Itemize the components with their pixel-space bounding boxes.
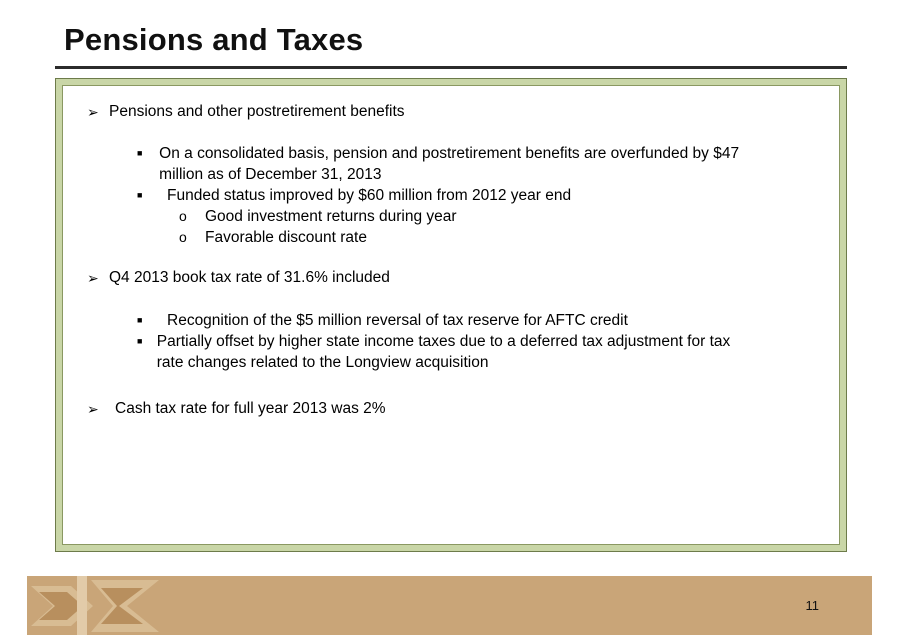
list-item <box>179 206 457 227</box>
arrow-bullet-icon: ➢ <box>87 104 99 120</box>
list-item <box>87 102 405 122</box>
list-item <box>87 399 386 419</box>
list-item <box>87 268 390 288</box>
square-bullet-icon: ■ <box>137 315 143 325</box>
square-bullet-icon: ■ <box>137 336 143 346</box>
section-heading: Cash tax rate for full year 2013 was 2% <box>115 400 386 417</box>
list-item <box>135 310 755 331</box>
arrow-bullet-icon: ➢ <box>87 270 99 286</box>
company-logo-icon <box>31 576 161 635</box>
circle-bullet-icon: o <box>179 229 187 245</box>
bullet-text: Funded status improved by $60 million from 2012 year end <box>167 187 572 204</box>
section-heading: Q4 2013 book tax rate of 31.6% included <box>109 269 390 286</box>
bullet-text: Recognition of the $5 million reversal of tax reserve for AFTC credit <box>167 312 628 329</box>
list-item <box>135 143 755 185</box>
bullet-text: Partially offset by higher state income taxes due to a deferred tax adjustment for tax rate changes related to the Longview acquisition <box>156 333 731 371</box>
arrow-bullet-icon: ➢ <box>87 401 99 417</box>
bullet-text: On a consolidated basis, pension and postretirement benefits are overfunded by $47 million as of December 31, 2013 <box>159 145 740 183</box>
square-bullet-icon: ■ <box>137 190 143 200</box>
list-item <box>179 227 367 248</box>
title-divider <box>55 66 847 69</box>
square-bullet-icon: ■ <box>137 148 143 158</box>
content-panel <box>62 85 840 545</box>
circle-bullet-icon: o <box>179 208 187 224</box>
page-number: 11 <box>805 598 819 613</box>
page-title: Pensions and Taxes <box>64 22 364 57</box>
section-heading: Pensions and other postretirement benefits <box>109 103 405 120</box>
content-frame <box>55 78 847 552</box>
bullet-text: Good investment returns during year <box>205 208 457 225</box>
list-item <box>135 185 755 206</box>
list-item <box>135 331 755 373</box>
bullet-list <box>63 86 839 544</box>
bullet-text: Favorable discount rate <box>205 229 367 246</box>
